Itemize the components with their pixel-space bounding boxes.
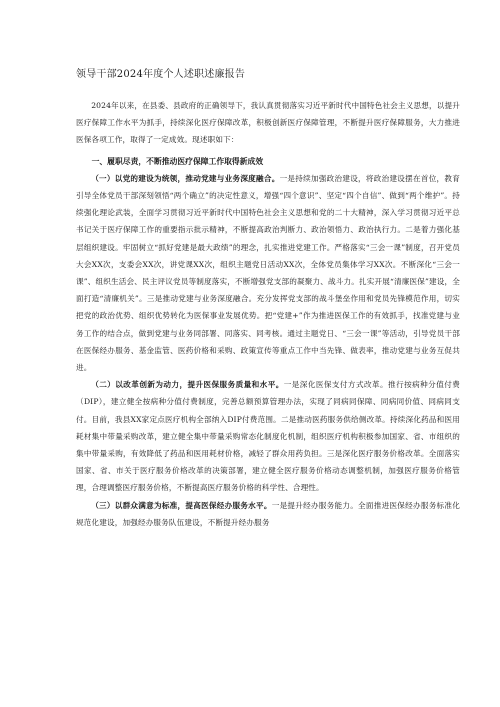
subsection-1-lead: （一）以党的建设为统领，推动党建与业务深度融合。 xyxy=(91,173,280,183)
section-heading: 一、履职尽责，不断推动医疗保障工作取得新成效 xyxy=(91,156,264,166)
subsection-3-body: 一是提升经办服务能力。全面推进医保经办服务标准化规范化建设，加强经办服务队伍建设，不断提升经办服务 xyxy=(76,500,460,527)
subsection-3-lead: （三）以群众满意为标准，提高医保经办服务水平。 xyxy=(91,500,272,510)
intro-paragraph: 2024年以来，在县委、县政府的正确领导下，我认真贯彻落实习近平新时代中国特色社会主义思想，以提升医疗保障工作水平为抓手，持续深化医疗保障改革，积极创新医疗保障管理，不断提升医疗保障服务，大力推进医保各项工作，取得了一定成效。现述职如下： xyxy=(76,101,460,145)
subsection-1-paragraph xyxy=(76,170,460,376)
subsection-2-paragraph xyxy=(76,376,460,496)
subsection-1-body: 一是持续加强政治建设，将政治建设摆在首位，教育引导全体党员干部深刻领悟“两个确立”的决定性意义，增强“四个意识”、坚定“四个自信”、做到“两个维护”。持续强化理论武装，全面学习贯彻习近平新时代中国特色社会主义思想和党的二十大精神，深入学习贯彻习近平总书记关于医疗保障工作的重要指示批示精神，不断提高政治判断力、政治领悟力、政治执行力。二是着力强化基层组织建设。牢固树立“抓好党建是最大政绩”的理念，扎实推进党建工作。严格落实“三会一课”制度，召开党员大会XX次，支委会XX次，讲党课XX次，组织主题党日活动XX次，全体党员集体学习XX次。不断深化“三会一课”、组织生活会、民主评议党员等制度落实，不断增强党支部的凝聚力、战斗力。扎实开展“清廉医保”建设，全面打造“清廉机关”。三是推动党建与业务深度融合。充分发挥党支部的战斗堡垒作用和党员先锋模范作用，切实把党的政治优势、组织优势转化为医保事业发展优势。把“党建+”作为推进医保工作的有效抓手，找准党建与业务工作的结合点，做到党建与业务同部署、同落实、同考核。通过主题党日、“三会一课”等活动，引导党员干部在医保经办服务、基金监管、医药价格和采购、政策宣传等重点工作中当先锋、做表率，推动党建与业务互促共进。 xyxy=(76,173,460,373)
subsection-3-paragraph xyxy=(76,497,460,531)
subsection-2-lead: （二）以改革创新为动力，提升医保服务质量和水平。 xyxy=(91,380,284,390)
subsection-2-body: 一是深化医保支付方式改革。推行按病种分值付费（DIP），建立健全按病种分值付费制度，完善总额预算管理办法，实现了同病同保障、同病同价值、同病同支付。目前，我县XX家定点医疗机构全部纳入DIP付费范围。二是推动医药服务供给侧改革。持续深化药品和医用耗材集中带量采购改革，建立健全集中带量采购常态化制度化机制，组织医疗机构积极参加国家、省、市组织的集中带量采购，有效降低了药品和医用耗材价格，减轻了群众用药负担。三是深化医疗服务价格改革。全面落实国家、省、市关于医疗服务价格改革的决策部署，建立健全医疗服务价格动态调整机制，加强医疗服务价格管理，合理调整医疗服务价格，不断提高医疗服务价格的科学性、合理性。 xyxy=(76,380,460,493)
document-title: 领导干部2024年度个人述职述廉报告 xyxy=(76,69,246,80)
